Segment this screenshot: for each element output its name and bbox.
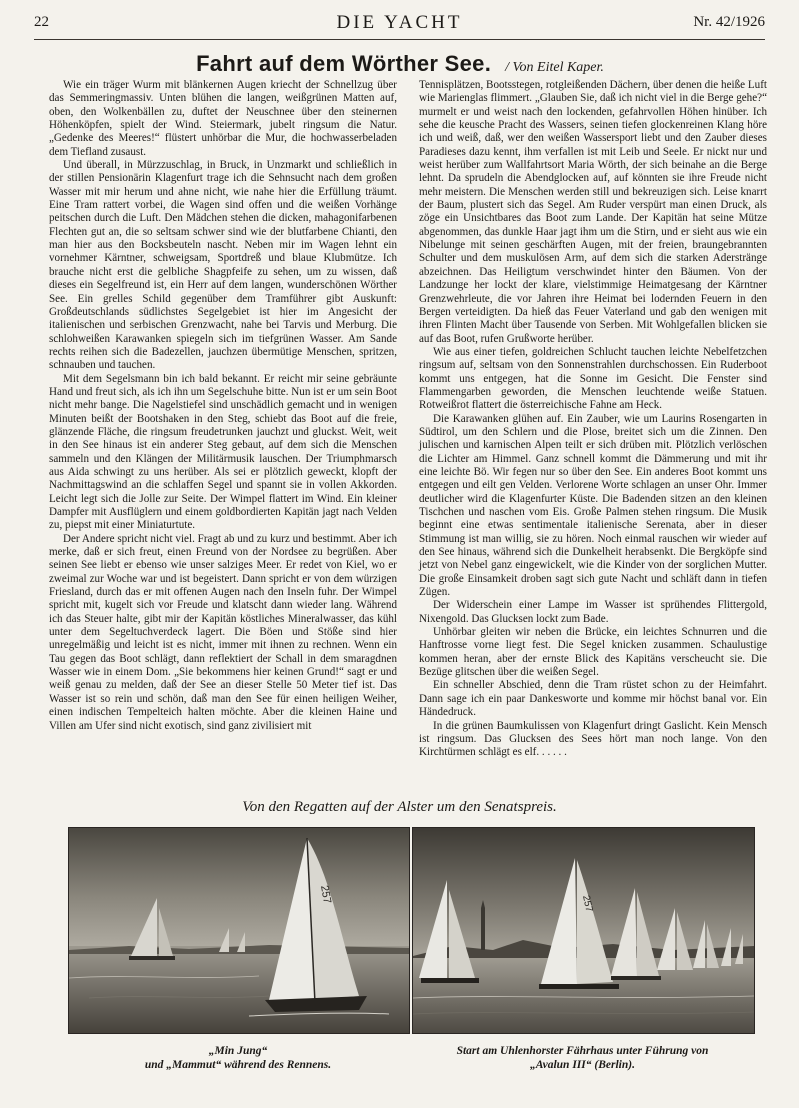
article-author: / Von Eitel Kaper. xyxy=(505,60,604,75)
header-rule xyxy=(34,39,765,40)
regatta-start-illustration xyxy=(413,828,754,1033)
photo-caption-left xyxy=(68,1044,408,1072)
photo-caption-right xyxy=(412,1044,753,1072)
paragraph: Ein schneller Abschied, denn die Tram rüstet schon zu der Heimfahrt. Dann sage ich ein paar Dankesworte und komme mir höchst banal vor. Ein Händedruck. xyxy=(419,679,767,719)
sailboat-photo-illustration xyxy=(69,828,409,1033)
caption-line: und „Mammut“ während des Rennens. xyxy=(144,1059,332,1071)
issue-number: Nr. 42/1926 xyxy=(693,14,765,30)
paragraph: Der Widerschein einer Lampe im Wasser ist sprühendes Flittergold, Nixengold. Das Glucksen lockt zum Bade. xyxy=(419,599,767,625)
church-spire xyxy=(481,900,485,950)
caption-line: „Min Jung“ xyxy=(208,1045,268,1057)
paragraph: Und überall, in Mürzzuschlag, in Bruck, in Unzmarkt und schließlich in der stillen Pensionärin Klagenfurt trage ich die Sehnsucht nach dem großen Wasser mit mir herum und ahne nicht, wie nahe hier die Erfüllung träumt. Eine Tram rattert vorbei, die Wagen sind offen und die weißen Vorhänge peitschen durch die Luft. Den Mädchen stehen die dicken, mahagonifarbenen Flechten gut an, die so seltsam schwer sind wie der blutfarbene Chianti, den man hier aus den Bocksbeuteln nascht. Neben mir im Wagen lehnt ein vornehmer Kärntner, schweigsam, Sportdreß und blaue Klubmütze. Ich brauche nicht erst die gelbliche Shagpfeife zu sehen, um zu wissen, daß dieses ein Segelfreund ist, ein Herr auf dem langen, wunderschönen Wörther See. Ein grelles Schild gegenüber dem Tramführer gibt Auskunft: Großdeutschlands südlichstes Segelgebiet ist hier im Angesicht der italienischen und serbischen Grenzwacht, nahe bei Tarvis und Merburg. Die schlohweißen Karawanken spiegeln sich im tiefgrünen Wasser. Am Sande rechts reihen sich die Badezellen, jauchzen übermütige Menschen, spritzen, schnauben und tauchen. xyxy=(49,159,397,372)
paragraph: Der Andere spricht nicht viel. Fragt ab und zu kurz und bestimmt. Aber ich merke, daß er sich freut, einen Freund von der Nordsee zu begrüßen. Aber seinen See liebt er ebenso wie unser salziges Meer. Er redet von Kiel, wo er zweimal zur Woche war und ist begeistert. Dann spricht er von dem würzigen Friesland, durch das er mit offenen Augen nach den Inseln fuhr. Der Wimpel spricht mit, kugelt sich vor Freude und klatscht dann wieder lang. Während ich das Steuer halte, gibt mir der Kapitän köstliches Mineralwasser, das kühl unter dem Segeltuchverdeck lagert. Die Böen und Stöße sind hier unregelmäßig und leicht ist es nicht, immer mit ihnen zu rechnen. Wenn ein Tau gegen das Boot schlägt, dann reflektiert der Schall in dem smaragdnen Wasser wie in einem Dom. „Sie bekommens hier keinen Grund!“ sagt er und weiß genau zu melden, daß der See an dieser Stelle 50 Meter tief ist. Das Wasser ist so rein und schön, daß man den See für einen heiligen Weiher, einen indischen Tempelteich halten möchte. Aber die kleinen Haine und Villen am Ufer sind nicht exotisch, sind ganz zivilisiert mit xyxy=(49,532,397,732)
paragraph: Wie aus einer tiefen, goldreichen Schlucht tauchen leichte Nebelfetzchen ringsum auf, seltsam von den Sonnenstrahlen durchschossen. Ein Ruderboot kommt uns entgegen, hat die Sonne im Gesicht. Die Fenster sind Flammengarben geworden, die Menschen leuchtende weiße Statuen. Rotweißrot flattert die österreichische Fahne am Heck. xyxy=(419,345,767,412)
right-text-column xyxy=(419,79,767,760)
left-text-column xyxy=(49,79,397,733)
caption-line: „Avalun III“ (Berlin). xyxy=(530,1059,635,1071)
paragraph: Unhörbar gleiten wir neben die Brücke, ein leichtes Schnurren und die Hanftrosse vorne liegt fest. Die Segel knicken zusammen. Schaulustige kommen heran, aber der ernste Blick des Kapitäns verscheucht sie. Die Bezüge glitschen über die weißen Segel. xyxy=(419,626,767,679)
article-heading xyxy=(40,51,760,77)
paragraph: Mit dem Segelsmann bin ich bald bekannt. Er reicht mir seine gebräunte Hand und freut sich, als ich ihn um Segelschuhe bitte. Nun ist er um sein Boot nicht mehr bange. Die Nagelstiefel sind unschädlich gemacht und in wenigen Minuten beißt der Bootshaken in den Steg, schiebt das Boot auf die freie, glänzende Fläche, die ringsum freudetrunken jauchzt und gluckst. Weit, weit in den See hinaus ist ein anderer Steg gebaut, auf dem sich die Menschen sammeln und den Klängen der Militärmusik lauschen. Der Triumphmarsch aus Aida schwingt zu uns herüber. Als sei er plötzlich geweckt, klopft der Nachmittagswind an die schlaffen Segel und spannt sie in vollen Akkorden. Leicht legt sich die Jolle zur Seite. Der Wimpel flattert im Wind. Ein kleiner Dampfer mit Ausflüglern und einem goldbordierten Kapitän jagt nach Velden zu, piepst mit einer Miniaturtute. xyxy=(49,372,397,532)
article-title: Fahrt auf dem Wörther See. xyxy=(196,51,492,76)
paragraph: In die grünen Baumkulissen von Klagenfurt dringt Gaslicht. Kein Mensch ist ringsum. Das Glucksen des Sees hört man noch lange. Von den Kirchtürmen schlägt es elf. . . . . . xyxy=(419,719,767,759)
paragraph: Tennisplätzen, Bootsstegen, rotgleißenden Dächern, über denen die heiße Luft wie Marienglas flimmert. „Glauben Sie, daß ich nicht viel in die Berge gehe?“ murmelt er und weist nach den lockenden, gefahrvollen Höhen hinüber. Ich sehe die keusche Pracht des Wassers, seinen tiefen glockenreinen Klang höre ich und weiß, daß, wer den weißen Wassersport liebt und den Zauber dieses Paradieses dazu kennt, ihm verfallen ist mit Leib und Seele. Er nickt nur und weist herüber zum Wallfahrtsort Maria Wörth, der sich beinahe an die Berge lehnt. Da sprudeln die Abendglocken auf, auf könnten sie ihre Freude nicht mehr meistern. Die Menschen werden still und bekreuzigen sich. Leise knarrt der Baum, plustert sich das Segel. Am Ruder verspürt man einen Druck, als zöge ein Unsichtbares das Boot zum Lande. Der Kapitän hat seine Mütze abgenommen, das dunkle Haar jagt ihm um die Stirn, und er sieht aus wie ein Nibelunge mit seinen geschärften Augen, mit der freien, braungebrannten Schulter und dem muskulösen Arm, auf dem sich die starken Aderstränge abzeichnen. Das Heiligtum verschwindet hinter den Bäumen. Von der Landzunge her lockt der klare, vielstimmige Heimatgesang der Kärntner Grenzwehrleute, die vor Jahren ihre Heimat bei lodernden Feuern in den Bergen verteidigten. Da hieß das Feuer Vaterland und gab den wenigen mit ihren Flinten Macht über Tausende von Serben. Mit Wohlgefallen blicken sie auf das Boot, rufen Grußworte herüber. xyxy=(419,79,767,345)
caption-line: Start am Uhlenhorster Fährhaus unter Führung von xyxy=(456,1045,709,1057)
paragraph: Wie ein träger Wurm mit blänkernen Augen kriecht der Schnellzug über das Semmeringmassiv. Unten blühen die langen, weißgrünen Matten auf, oben, den Wolkenbällen zu, duftet der Neuschnee über den steinernen Höhenköpfen, spielt der Wind. Steiermark, jubelt ringsum die Natur. „Gedenke des Meeres!“ flüstert unhörbar die Mur, die hochwasserbeladen dem Tiefland zusaust. xyxy=(49,79,397,158)
sail-number-label: 257 xyxy=(580,894,595,913)
sail-number-label: 257 xyxy=(318,884,334,905)
photo-section-caption: Von den Regatten auf der Alster um den Senatspreis. xyxy=(242,799,557,815)
paragraph: Die Karawanken glühen auf. Ein Zauber, wie um Laurins Rosengarten in Südtirol, um den Schlern und die Plose, breitet sich um die Zinnen. Den julischen und karnischen Alpen teilt er sich drüben mit. Plötzlich verlöschen die Lichter am Himmel. Ganz schnell kommt die Dämmerung und mit ihr eine leichte Bö. Wir fegen nur so über den See. Ein anderes Boot kommt uns entgegen und eilt gen Velden. Verlorene Worte schlagen an unser Ohr. Immer deutlicher wird die Klagenfurter Küste. Die Badenden sitzen an den kleinen Tischchen und naschen vom Eis. Große Palmen stehen ringsum. Die Musik beginnt eine etwas sentimentale italienische Serenata, aber in dieser Stimmung ist man willig, sie zu hören. Noch einmal rauschen wir wieder auf den See hinaus, während sich die Dunkelheit herabsenkt. Die Bergköpfe sind jetzt von Nebel ganz eingewickelt, wie die Kinder von der sorglichen Mutter. Die große Einsamkeit droben sagt sich gute Nacht und schläft dann in tiefen Zügen. xyxy=(419,412,767,599)
page-number: 22 xyxy=(34,14,49,30)
photo-regatta-min-jung xyxy=(68,827,410,1034)
photo-regatta-start xyxy=(412,827,755,1034)
magazine-masthead: DIE YACHT xyxy=(336,12,463,33)
